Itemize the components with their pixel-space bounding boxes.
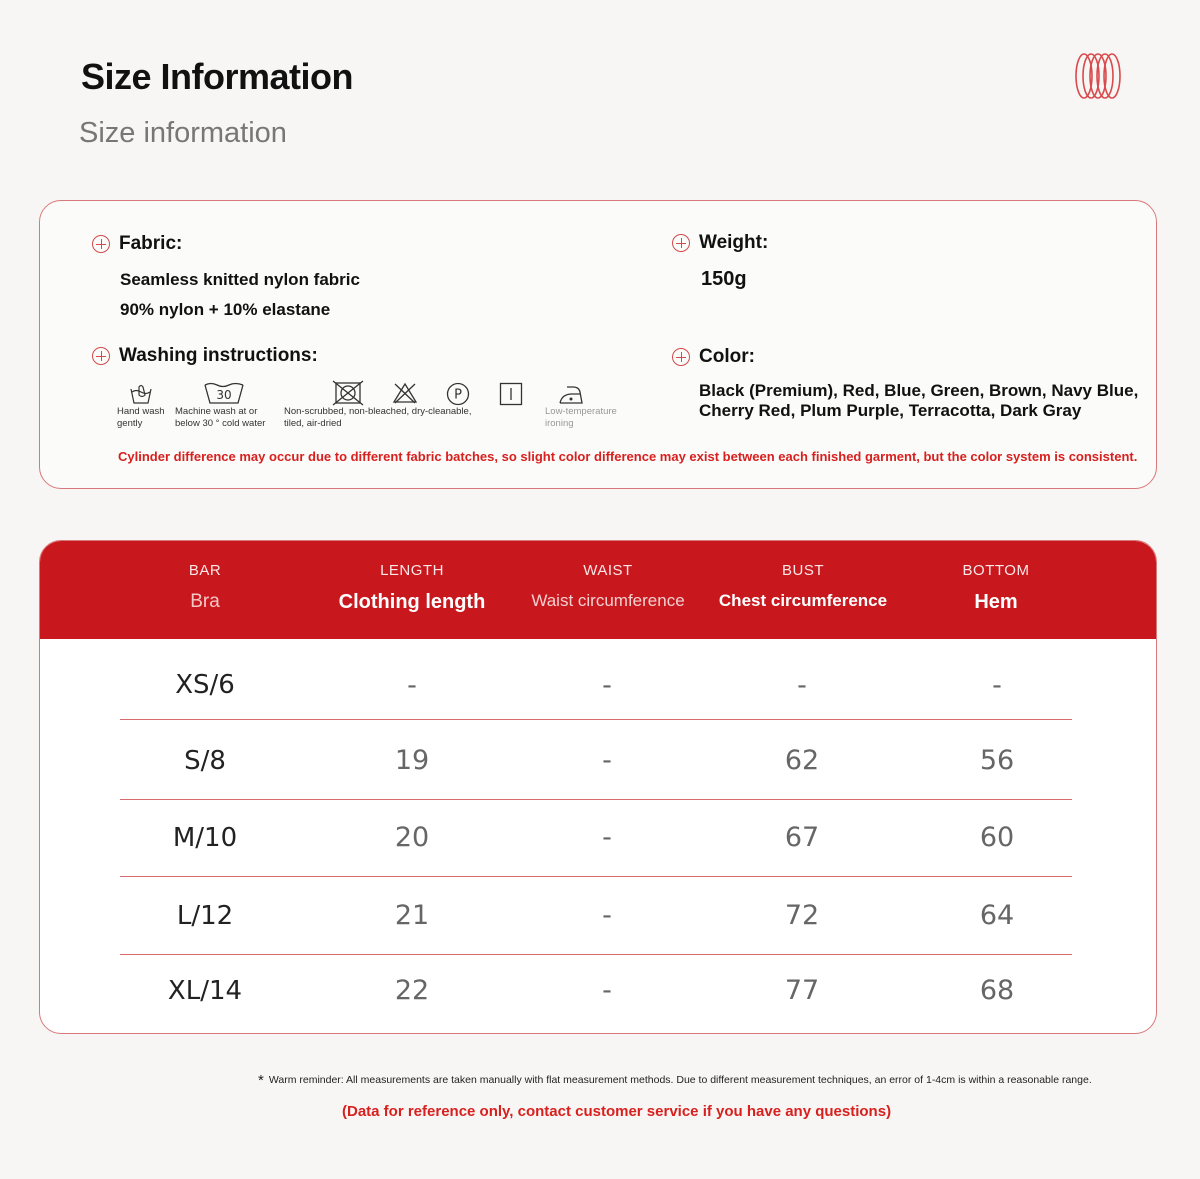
table-header — [40, 541, 1156, 639]
low-temp-iron-icon — [558, 384, 584, 406]
no-bleach-icon — [392, 382, 418, 404]
column-header-waist: WAIST Waist circumference — [531, 562, 685, 610]
table-row — [120, 952, 1072, 1029]
measurement-cell: - — [602, 745, 612, 776]
table-row — [120, 877, 1072, 955]
washing-label: Washing instructions: — [119, 345, 318, 366]
measurement-cell: 62 — [784, 745, 820, 776]
measurement-cell: - — [992, 669, 1002, 701]
plus-circle-icon — [672, 234, 690, 252]
plus-circle-icon — [672, 348, 690, 366]
machine-wash-label: Machine wash at or below 30 ° cold water — [175, 406, 266, 429]
measurement-cell: - — [797, 669, 807, 701]
color-label: Color: — [699, 346, 755, 367]
care-instructions-label: Non-scrubbed, non-bleached, dry-cleanable, tiled, air-dried — [284, 406, 472, 429]
measurement-cell: - — [602, 975, 612, 1006]
svg-text:P: P — [454, 387, 462, 403]
measurement-cell: 20 — [394, 822, 430, 853]
hand-wash-label: Hand wash gently — [117, 406, 165, 429]
fabric-line-2: 90% nylon + 10% elastane — [120, 300, 331, 319]
measurement-cell: 77 — [784, 975, 820, 1006]
page-subtitle: Size information — [79, 117, 287, 149]
color-difference-notice: Cylinder difference may occur due to different fabric batches, so slight color difference may exist between each finished garment, but the color system is consistent. — [118, 449, 1138, 464]
reference-notice: (Data for reference only, contact customer service if you have any questions) — [342, 1103, 892, 1120]
fabric-label: Fabric: — [119, 233, 183, 254]
plus-circle-icon — [92, 235, 110, 253]
color-value: Black (Premium), Red, Blue, Green, Brown, Navy Blue, Cherry Red, Plum Purple, Terracotta, Dark Gray — [699, 381, 1139, 420]
care-symbols — [117, 379, 637, 439]
machine-wash-30-icon — [203, 381, 245, 405]
size-label-cell: M/10 — [172, 822, 238, 853]
low-temp-iron-label: Low-temperature ironing — [545, 406, 617, 429]
measurement-cell: - — [407, 669, 417, 701]
table-row — [120, 799, 1072, 877]
measurement-cell: - — [602, 669, 612, 701]
measurement-cell: 21 — [394, 900, 430, 931]
no-tumble-dry-icon — [331, 380, 365, 406]
measurement-cell: - — [602, 822, 612, 853]
measurement-cell: 68 — [979, 975, 1015, 1006]
measurement-reminder: * Warm reminder: All measurements are taken manually with flat measurement methods. Due to different measurement techniques, an error of 1-4cm is within a reasonable range. — [258, 1072, 1092, 1089]
size-table — [39, 540, 1157, 1034]
fabric-line-1: Seamless knitted nylon fabric — [120, 270, 360, 289]
measurement-cell: 19 — [394, 745, 430, 776]
rings-logo-icon — [1073, 52, 1123, 100]
weight-label: Weight: — [699, 232, 769, 253]
hand-wash-icon — [129, 383, 153, 405]
table-row — [120, 651, 1072, 720]
fabric-section — [92, 233, 360, 325]
size-label-cell: XS/6 — [175, 670, 235, 700]
asterisk: * — [258, 1072, 264, 1089]
measurement-cell: 56 — [979, 745, 1015, 776]
product-info-card — [39, 200, 1157, 489]
measurement-cell: 22 — [394, 975, 430, 1006]
table-row — [120, 722, 1072, 800]
measurement-cell: - — [602, 900, 612, 931]
measurement-cell: 64 — [979, 900, 1015, 931]
column-header-bottom: BOTTOM Hem — [962, 562, 1030, 613]
line-dry-icon — [499, 382, 523, 406]
column-header-bust: BUST Chest circumference — [718, 562, 888, 610]
page-title: Size Information — [81, 56, 354, 97]
plus-circle-icon — [92, 347, 110, 365]
washing-section — [92, 345, 318, 367]
column-header-bra: BAR Bra — [188, 562, 222, 612]
measurement-cell: 72 — [784, 900, 820, 931]
dry-clean-p-icon — [446, 382, 470, 406]
size-label-cell: L/12 — [176, 900, 234, 931]
column-header-length: LENGTH Clothing length — [338, 562, 486, 613]
size-label-cell: S/8 — [184, 745, 226, 776]
weight-section — [672, 232, 768, 294]
color-section — [672, 346, 1139, 421]
weight-value: 150g — [701, 268, 747, 290]
measurement-cell: 60 — [979, 822, 1015, 853]
size-label-cell: XL/14 — [167, 975, 243, 1006]
measurement-cell: 67 — [784, 822, 820, 853]
svg-text:30: 30 — [216, 388, 232, 402]
